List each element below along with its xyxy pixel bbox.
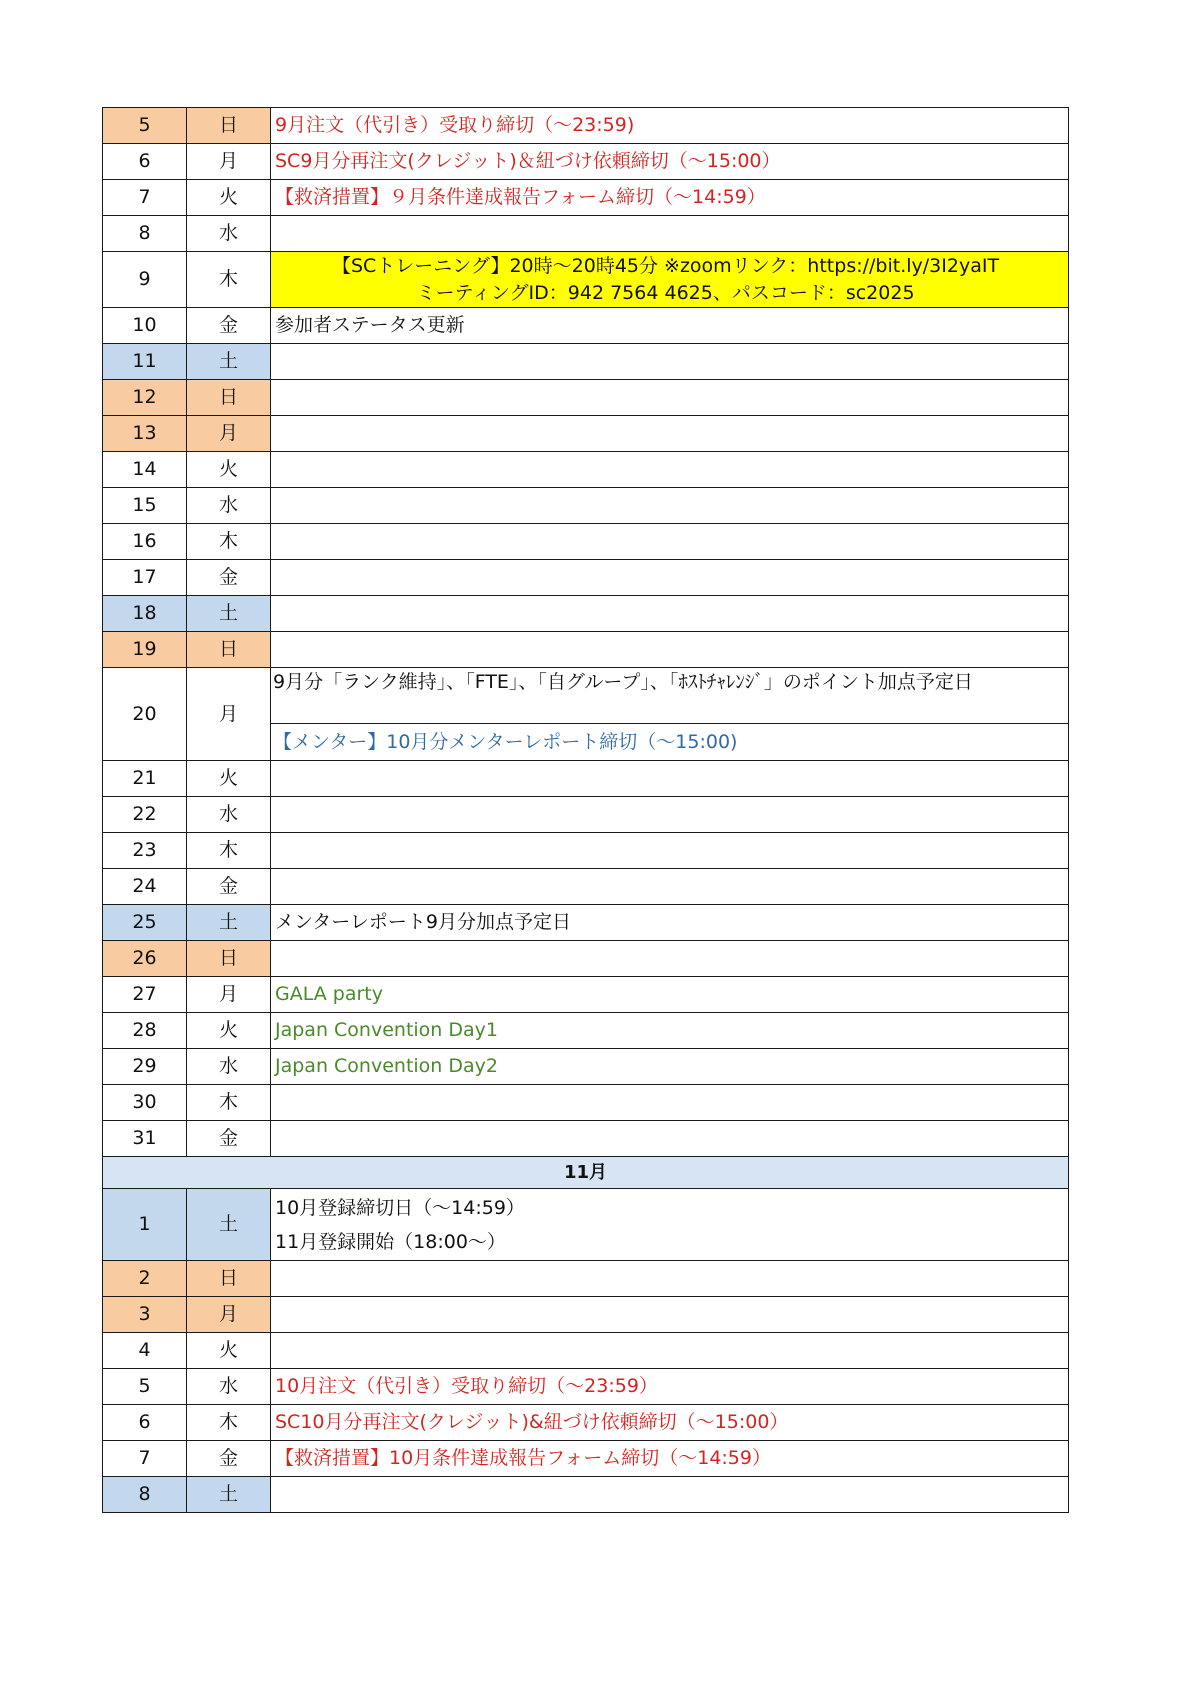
event-text: 参加者ステータス更新 xyxy=(275,314,465,337)
event-cell xyxy=(271,180,1069,216)
weekday: 水 xyxy=(187,1049,271,1085)
event-cell xyxy=(271,1013,1069,1049)
event-cell xyxy=(271,1189,1069,1261)
weekday: 日 xyxy=(187,1261,271,1297)
schedule-row xyxy=(103,1405,1069,1441)
weekday: 金 xyxy=(187,308,271,344)
weekday: 金 xyxy=(187,560,271,596)
event-cell xyxy=(271,977,1069,1013)
weekday: 水 xyxy=(187,488,271,524)
schedule-row xyxy=(103,1121,1069,1157)
event-cell xyxy=(271,488,1069,524)
month-header: 11月 xyxy=(103,1157,1069,1189)
schedule-row xyxy=(103,1049,1069,1085)
day-number: 12 xyxy=(103,380,187,416)
day-number: 17 xyxy=(103,560,187,596)
schedule-row xyxy=(103,216,1069,252)
day-number: 13 xyxy=(103,416,187,452)
schedule-row xyxy=(103,1297,1069,1333)
weekday: 土 xyxy=(187,596,271,632)
weekday: 水 xyxy=(187,797,271,833)
day-number: 11 xyxy=(103,344,187,380)
day-number: 5 xyxy=(103,108,187,144)
schedule-row xyxy=(103,308,1069,344)
day-number: 18 xyxy=(103,596,187,632)
schedule-table xyxy=(102,107,1069,1513)
day-number: 14 xyxy=(103,452,187,488)
event-cell xyxy=(271,252,1069,308)
day-number: 6 xyxy=(103,144,187,180)
event-cell xyxy=(271,380,1069,416)
weekday: 火 xyxy=(187,761,271,797)
weekday: 月 xyxy=(187,977,271,1013)
day-number: 15 xyxy=(103,488,187,524)
schedule-row xyxy=(103,344,1069,380)
event-cell xyxy=(271,632,1069,668)
day-number: 29 xyxy=(103,1049,187,1085)
weekday: 金 xyxy=(187,869,271,905)
event-cell xyxy=(271,1297,1069,1333)
day-number: 3 xyxy=(103,1297,187,1333)
schedule-row xyxy=(103,180,1069,216)
weekday: 火 xyxy=(187,1333,271,1369)
weekday: 月 xyxy=(187,668,271,761)
schedule-row xyxy=(103,668,1069,761)
day-number: 19 xyxy=(103,632,187,668)
event-text: 【SCトレーニング】20時～20時45分 ※zoomリンク：https://bit.ly/3I2yaIT xyxy=(331,254,1000,277)
event-text: 【メンター】10月分メンターレポート締切（～15:00) xyxy=(273,731,738,753)
schedule-row xyxy=(103,797,1069,833)
event-cell xyxy=(271,560,1069,596)
month-header-row xyxy=(103,1157,1069,1189)
event-cell xyxy=(271,668,1069,761)
event-text: SC9月分再注文(クレジット)＆紐づけ依頼締切（～15:00） xyxy=(275,150,781,173)
event-cell xyxy=(271,344,1069,380)
schedule-row xyxy=(103,1261,1069,1297)
schedule-row xyxy=(103,1477,1069,1513)
event-cell xyxy=(271,1049,1069,1085)
schedule-row xyxy=(103,905,1069,941)
day-number: 21 xyxy=(103,761,187,797)
day-number: 25 xyxy=(103,905,187,941)
event-cell xyxy=(271,1369,1069,1405)
event-text: メンターレポート9月分加点予定日 xyxy=(275,911,571,934)
day-number: 1 xyxy=(103,1189,187,1261)
weekday: 木 xyxy=(187,252,271,308)
event-cell xyxy=(271,761,1069,797)
event-cell xyxy=(271,1405,1069,1441)
schedule-row xyxy=(103,108,1069,144)
weekday: 日 xyxy=(187,941,271,977)
weekday: 土 xyxy=(187,905,271,941)
event-cell xyxy=(271,1261,1069,1297)
schedule-row xyxy=(103,1441,1069,1477)
weekday: 木 xyxy=(187,524,271,560)
event-cell xyxy=(271,216,1069,252)
weekday: 月 xyxy=(187,144,271,180)
day-number: 9 xyxy=(103,252,187,308)
schedule-row xyxy=(103,941,1069,977)
weekday: 金 xyxy=(187,1121,271,1157)
weekday: 日 xyxy=(187,380,271,416)
weekday: 日 xyxy=(187,108,271,144)
event-cell xyxy=(271,1441,1069,1477)
day-number: 7 xyxy=(103,1441,187,1477)
event-text: GALA party xyxy=(275,983,383,1006)
day-number: 5 xyxy=(103,1369,187,1405)
schedule-row xyxy=(103,380,1069,416)
weekday: 金 xyxy=(187,1441,271,1477)
event-cell xyxy=(271,1121,1069,1157)
event-cell xyxy=(271,416,1069,452)
day-number: 10 xyxy=(103,308,187,344)
day-number: 2 xyxy=(103,1261,187,1297)
event-text: ミーティングID：942 7564 4625、パスコード：sc2025 xyxy=(416,281,915,304)
weekday: 日 xyxy=(187,632,271,668)
day-number: 31 xyxy=(103,1121,187,1157)
schedule-row xyxy=(103,252,1069,308)
event-cell xyxy=(271,869,1069,905)
schedule-row xyxy=(103,1189,1069,1261)
event-cell xyxy=(271,308,1069,344)
weekday: 木 xyxy=(187,833,271,869)
schedule-row xyxy=(103,1369,1069,1405)
weekday: 土 xyxy=(187,344,271,380)
weekday: 月 xyxy=(187,1297,271,1333)
weekday: 木 xyxy=(187,1405,271,1441)
day-number: 23 xyxy=(103,833,187,869)
day-number: 22 xyxy=(103,797,187,833)
event-cell xyxy=(271,905,1069,941)
event-text: Japan Convention Day1 xyxy=(275,1019,498,1042)
event-cell xyxy=(271,524,1069,560)
schedule-row xyxy=(103,977,1069,1013)
weekday: 木 xyxy=(187,1085,271,1121)
event-cell xyxy=(271,1085,1069,1121)
schedule-row xyxy=(103,1333,1069,1369)
event-text: 11月登録開始（18:00～） xyxy=(275,1230,506,1253)
event-cell xyxy=(271,452,1069,488)
schedule-row xyxy=(103,833,1069,869)
weekday: 火 xyxy=(187,180,271,216)
weekday: 水 xyxy=(187,1369,271,1405)
schedule-row xyxy=(103,560,1069,596)
schedule-row xyxy=(103,632,1069,668)
weekday: 火 xyxy=(187,452,271,488)
weekday: 土 xyxy=(187,1189,271,1261)
weekday: 火 xyxy=(187,1013,271,1049)
schedule-row xyxy=(103,869,1069,905)
event-cell xyxy=(271,108,1069,144)
schedule-row xyxy=(103,524,1069,560)
event-cell xyxy=(271,144,1069,180)
event-text: Japan Convention Day2 xyxy=(275,1055,498,1078)
event-text: 10月登録締切日（～14:59） xyxy=(275,1196,525,1219)
weekday: 土 xyxy=(187,1477,271,1513)
day-number: 6 xyxy=(103,1405,187,1441)
schedule-body xyxy=(103,108,1069,1513)
day-number: 8 xyxy=(103,216,187,252)
day-number: 26 xyxy=(103,941,187,977)
event-text: 【救済措置】９月条件達成報告フォーム締切（～14:59） xyxy=(275,186,766,209)
event-text: SC10月分再注文(クレジット)&紐づけ依頼締切（～15:00） xyxy=(275,1411,789,1434)
schedule-row xyxy=(103,488,1069,524)
schedule-row xyxy=(103,416,1069,452)
day-number: 28 xyxy=(103,1013,187,1049)
day-number: 20 xyxy=(103,668,187,761)
event-cell xyxy=(271,941,1069,977)
event-cell xyxy=(271,596,1069,632)
day-number: 30 xyxy=(103,1085,187,1121)
schedule-row xyxy=(103,596,1069,632)
event-cell xyxy=(271,797,1069,833)
schedule-row xyxy=(103,1085,1069,1121)
day-number: 4 xyxy=(103,1333,187,1369)
schedule-row xyxy=(103,144,1069,180)
day-number: 7 xyxy=(103,180,187,216)
event-text: 【救済措置】10月条件達成報告フォーム締切（～14:59） xyxy=(275,1447,771,1470)
event-cell xyxy=(271,1477,1069,1513)
weekday: 水 xyxy=(187,216,271,252)
event-cell xyxy=(271,1333,1069,1369)
schedule-row xyxy=(103,452,1069,488)
schedule-row xyxy=(103,761,1069,797)
schedule-row xyxy=(103,1013,1069,1049)
day-number: 16 xyxy=(103,524,187,560)
weekday: 月 xyxy=(187,416,271,452)
event-text: 9月注文（代引き）受取り締切（～23:59) xyxy=(275,114,635,137)
event-cell xyxy=(271,833,1069,869)
day-number: 24 xyxy=(103,869,187,905)
event-text: 10月注文（代引き）受取り締切（～23:59） xyxy=(275,1375,658,1398)
day-number: 8 xyxy=(103,1477,187,1513)
day-number: 27 xyxy=(103,977,187,1013)
event-text: 9月分「ランク維持」、「FTE」、「自グループ」、「ﾎｽﾄﾁｬﾚﾝｼﾞ」のポイント加点予定日 xyxy=(271,668,1068,724)
